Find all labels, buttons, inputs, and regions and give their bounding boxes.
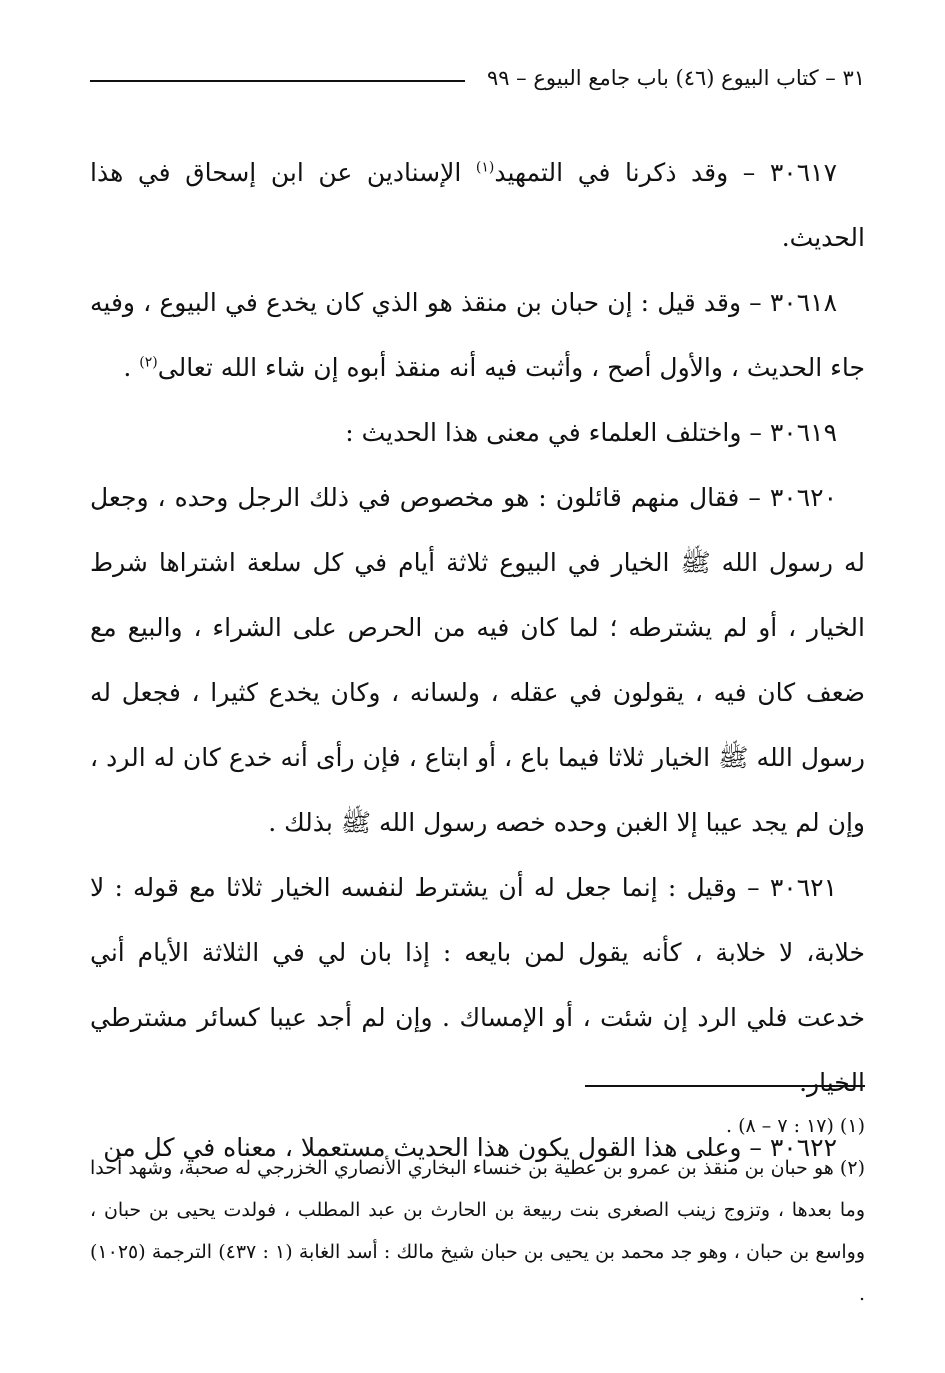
running-header	[90, 58, 865, 98]
paragraph-30618	[90, 270, 865, 400]
paragraph-30619	[90, 400, 865, 465]
paragraph-tail: الإسنادين عن ابن إسحاق في هذا الحديث.	[90, 158, 865, 252]
paragraph-text: ٣٠٦٢٠ – فقال منهم قائلون : هو مخصوص في ذلك الرجل وحده ، وجعل له رسول الله ﷺ الخيار في البيوع ثلاثة أيام في كل سلعة اشتراها شرط الخيار ، أو لم يشترطه ؛ لما كان فيه من الحرص على الشراء ، والبيع مع ضعف كان فيه ، يقولون في عقله ، ولسانه ، وكان يخدع كثيرا ، فجعل له رسول الله ﷺ الخيار ثلاثا فيما باع ، أو ابتاع ، فإن رأى أنه خدع كان له الرد ، وإن لم يجد عيبا إلا الغبن وحده خصه رسول الله ﷺ بذلك .	[90, 483, 865, 837]
footnote-ref-1: (١)	[475, 159, 495, 176]
footnote-divider	[585, 1085, 865, 1087]
footnote-1: (١) (١٧ : ٧ – ٨) .	[726, 1115, 865, 1137]
paragraph-tail: .	[123, 353, 140, 382]
footnote-ref-2: (٢)	[139, 354, 158, 371]
paragraph-text: ٣٠٦٢٢ – وعلى هذا القول يكون هذا الحديث مستعملا ، معناه في كل من	[103, 1133, 837, 1162]
main-text	[90, 140, 865, 1180]
paragraph-text: ٣٠٦١٨ – وقد قيل : إن حبان بن منقذ هو الذي كان يخدع في البيوع ، وفيه جاء الحديث ، والأول أصح ، وأثبت فيه أنه منقذ أبوه إن شاء الله تعالى	[90, 288, 865, 382]
paragraph-text: ٣٠٦١٩ – واختلف العلماء في معنى هذا الحديث :	[345, 418, 837, 447]
paragraph-text: ٣٠٦٢١ – وقيل : إنما جعل له أن يشترط لنفسه الخيار ثلاثا مع قوله : لا خلابة، لا خلابة ، كأنه يقول لمن بايعه : إذا بان لي في الثلاثة الأيام أني خدعت فلي الرد إن شئت ، أو الإمساك . وإن لم أجد عيبا كسائر مشترطي الخيار.	[90, 873, 865, 1097]
paragraph-text: ٣٠٦١٧ – وقد ذكرنا في التمهيد	[494, 158, 837, 187]
paragraph-30617	[90, 140, 865, 270]
paragraph-30621	[90, 855, 865, 1115]
paragraph-30620	[90, 465, 865, 855]
footnote-2: (٢) هو حبان بن منقذ بن عمرو بن عطية بن خنساء البخاري الأنصاري الخزرجي له صحبة، وشهد أحدا وما بعدها ، وتزوج زينب الصغرى بنت ربيعة بن الحارث بن عبد المطلب ، فولدت يحيى بن حبان ، وواسع بن حبان ، وهو جد محمد بن يحيى بن حبان شيخ مالك : أسد الغابة (١ : ٤٣٧) الترجمة (١٠٢٥) .	[90, 1157, 866, 1305]
header-rule	[90, 80, 465, 82]
header-title: ٣١ – كتاب البيوع (٤٦) باب جامع البيوع – ٩٩	[486, 66, 865, 90]
footnotes	[90, 1105, 865, 1315]
